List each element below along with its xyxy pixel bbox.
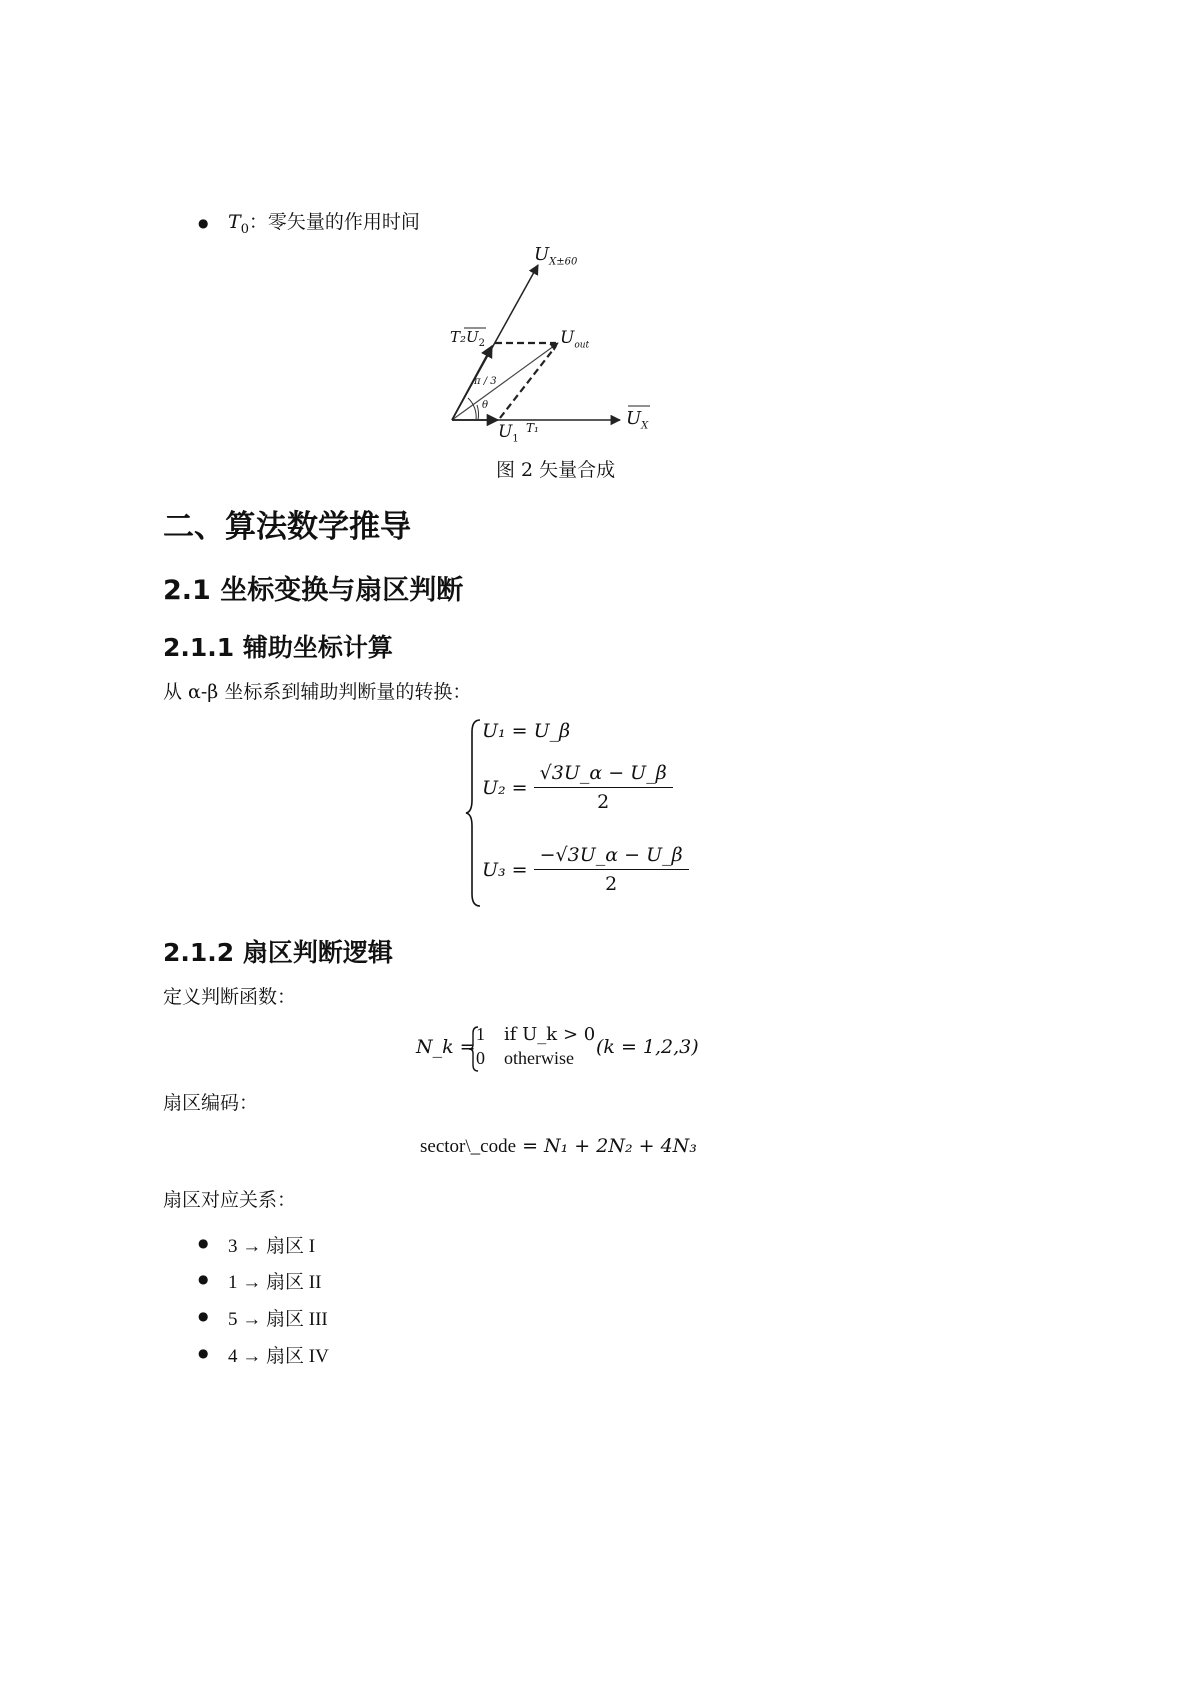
- left-brace: [464, 718, 484, 908]
- eq-row-1: U₁ = U_β: [482, 720, 571, 742]
- section-title: 二、算法数学推导: [163, 509, 411, 545]
- equation-auxiliary: [464, 714, 683, 910]
- label-theta: θ: [482, 400, 489, 411]
- intro-212: 定义判断函数：: [163, 986, 297, 1008]
- subsection-title: 2.1 坐标变换与扇区判断: [163, 575, 464, 606]
- dashed-t1-line: [500, 346, 556, 418]
- list-item: ● 1 → 扇区 II: [198, 1272, 322, 1293]
- label-pi3: π / 3: [474, 376, 497, 387]
- uout-vector: [452, 343, 558, 420]
- map-label: 扇区对应关系：: [163, 1189, 297, 1211]
- list-item: ● 3 → 扇区 I: [198, 1236, 316, 1257]
- pi3-arc: [468, 398, 476, 420]
- label-uout: $U_{out}$: [560, 328, 590, 351]
- figure-caption: 图 2 矢量合成: [496, 459, 616, 481]
- eq-row-3: U₃ = $\frac{-√3U\_\alpha - U\_\beta}{2}$: [482, 844, 689, 895]
- equation-nk: N_k = 1 if U_k > 0 0 otherwise (k = 1,2,3): [416, 1024, 716, 1074]
- list-item: ● 5 → 扇区 III: [198, 1309, 328, 1330]
- theta-arc: [477, 405, 479, 420]
- eq-row-2: U₂ = $\frac{√3U\_\alpha - U\_\beta}{2}$: [482, 762, 673, 813]
- subsubsection-title-212: 2.1.2 扇区判断逻辑: [163, 938, 393, 967]
- subsubsection-title-211: 2.1.1 辅助坐标计算: [163, 633, 393, 662]
- label-u1: $U_1$: [498, 422, 519, 445]
- t0-description: ：零矢量的作用时间: [248, 211, 420, 233]
- label-t1: T₁: [526, 421, 539, 435]
- t0-symbol: T: [228, 211, 241, 233]
- vector-figure: [450, 240, 670, 445]
- intro-211: 从 α-β 坐标系到辅助判断量的转换：: [163, 681, 472, 703]
- equation-sector-code: sector\_code = N₁ + 2N₂ + 4N₃: [420, 1135, 697, 1157]
- code-label: 扇区编码：: [163, 1092, 259, 1114]
- label-ux60: $U_{X\pm 60}$: [534, 244, 578, 268]
- label-ux: $U_X$: [626, 408, 649, 432]
- label-t2u2: $T_2U_2$: [450, 328, 486, 349]
- list-item: ● 4 → 扇区 IV: [198, 1346, 329, 1367]
